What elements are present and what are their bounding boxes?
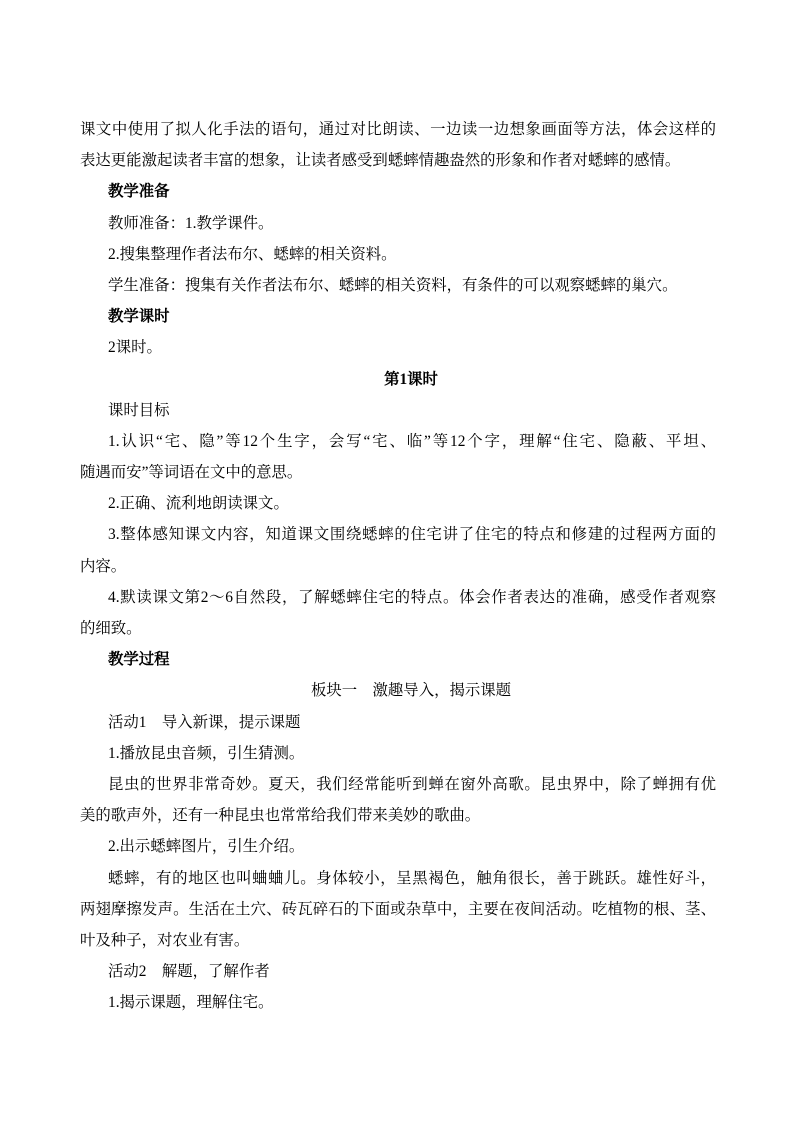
objective-line: 的细致。 [80, 620, 142, 637]
section-heading-process: 教学过程 [108, 651, 170, 669]
step-title: 1.揭示课题，理解住宅。 [108, 994, 274, 1012]
lesson-title: 第1课时 [384, 370, 438, 388]
student-preparation-line: 学生准备：搜集有关作者法布尔、蟋蟀的相关资料，有条件的可以观察蟋蟀的巢穴。 [108, 276, 678, 294]
paragraph-line: 表达更能激起读者丰富的想象，让读者感受到蟋蟀情趣盎然的形象和作者对蟋蟀的感情。 [80, 152, 681, 170]
section-heading-preparation: 教学准备 [108, 183, 170, 201]
body-line: 叶及种子，对农业有害。 [80, 931, 250, 949]
process-section [0, 644, 793, 1018]
intro-paragraph [0, 114, 793, 176]
activity-title: 活动2 解题，了解作者 [108, 963, 270, 981]
objective-line: 随遇而安”等词语在文中的意思。 [80, 464, 303, 482]
objective-line: 2.正确、流利地朗读课文。 [108, 495, 289, 513]
block-title: 板块一 激趣导入，揭示课题 [310, 682, 512, 700]
step-title: 2.出示蟋蟀图片，引生介绍。 [108, 838, 305, 856]
class-hours-section [0, 301, 793, 363]
teacher-preparation-line: 2.搜集整理作者法布尔、蟋蟀的相关资料。 [108, 245, 397, 263]
objective-line: 内容。 [80, 557, 127, 575]
objective-line: 3.整体感知课文内容，知道课文围绕蟋蟀的住宅讲了住宅的特点和修建的过程两方面的 [108, 526, 716, 544]
objectives-heading: 课时目标 [108, 401, 170, 419]
activity-2 [0, 956, 793, 1018]
objective-line: 1.认识“宅、隐”等12个生字，会写“宅、临”等12个字，理解“住宅、隐蔽、平坦、 [108, 432, 716, 450]
body-line: 两翅摩擦发声。生活在土穴、砖瓦碎石的下面或杂草中，主要在夜间活动。吃植物的根、茎、 [80, 900, 716, 918]
section-heading-class-hours: 教学课时 [108, 308, 170, 326]
body-line: 蟋蟀，有的地区也叫蛐蛐儿。身体较小，呈黑褐色，触角很长，善于跳跃。雄性好斗， [108, 869, 716, 887]
step-title: 1.播放昆虫音频，引生猜测。 [108, 744, 305, 762]
class-hours-text: 2课时。 [108, 339, 162, 357]
activity-title: 活动1 导入新课，提示课题 [108, 713, 301, 731]
body-line: 美的歌声外，还有一种昆虫也常常给我们带来美妙的歌曲。 [80, 807, 481, 825]
teacher-preparation-line: 教师准备：1.教学课件。 [108, 214, 274, 232]
preparation-section [0, 176, 793, 301]
document-content [0, 114, 793, 1018]
objective-line: 4.默读课文第2～6自然段，了解蟋蟀住宅的特点。体会作者表达的准确，感受作者观察 [108, 588, 716, 606]
body-line: 昆虫的世界非常奇妙。夏天，我们经常能听到蝉在窗外高歌。昆虫界中，除了蝉拥有优 [108, 775, 716, 793]
activity-1 [0, 707, 793, 957]
lesson-1-section [0, 364, 793, 1019]
paragraph-line: 课文中使用了拟人化手法的语句，通过对比朗读、一边读一边想象画面等方法，体会这样的 [80, 121, 716, 138]
objectives-section [0, 395, 793, 645]
